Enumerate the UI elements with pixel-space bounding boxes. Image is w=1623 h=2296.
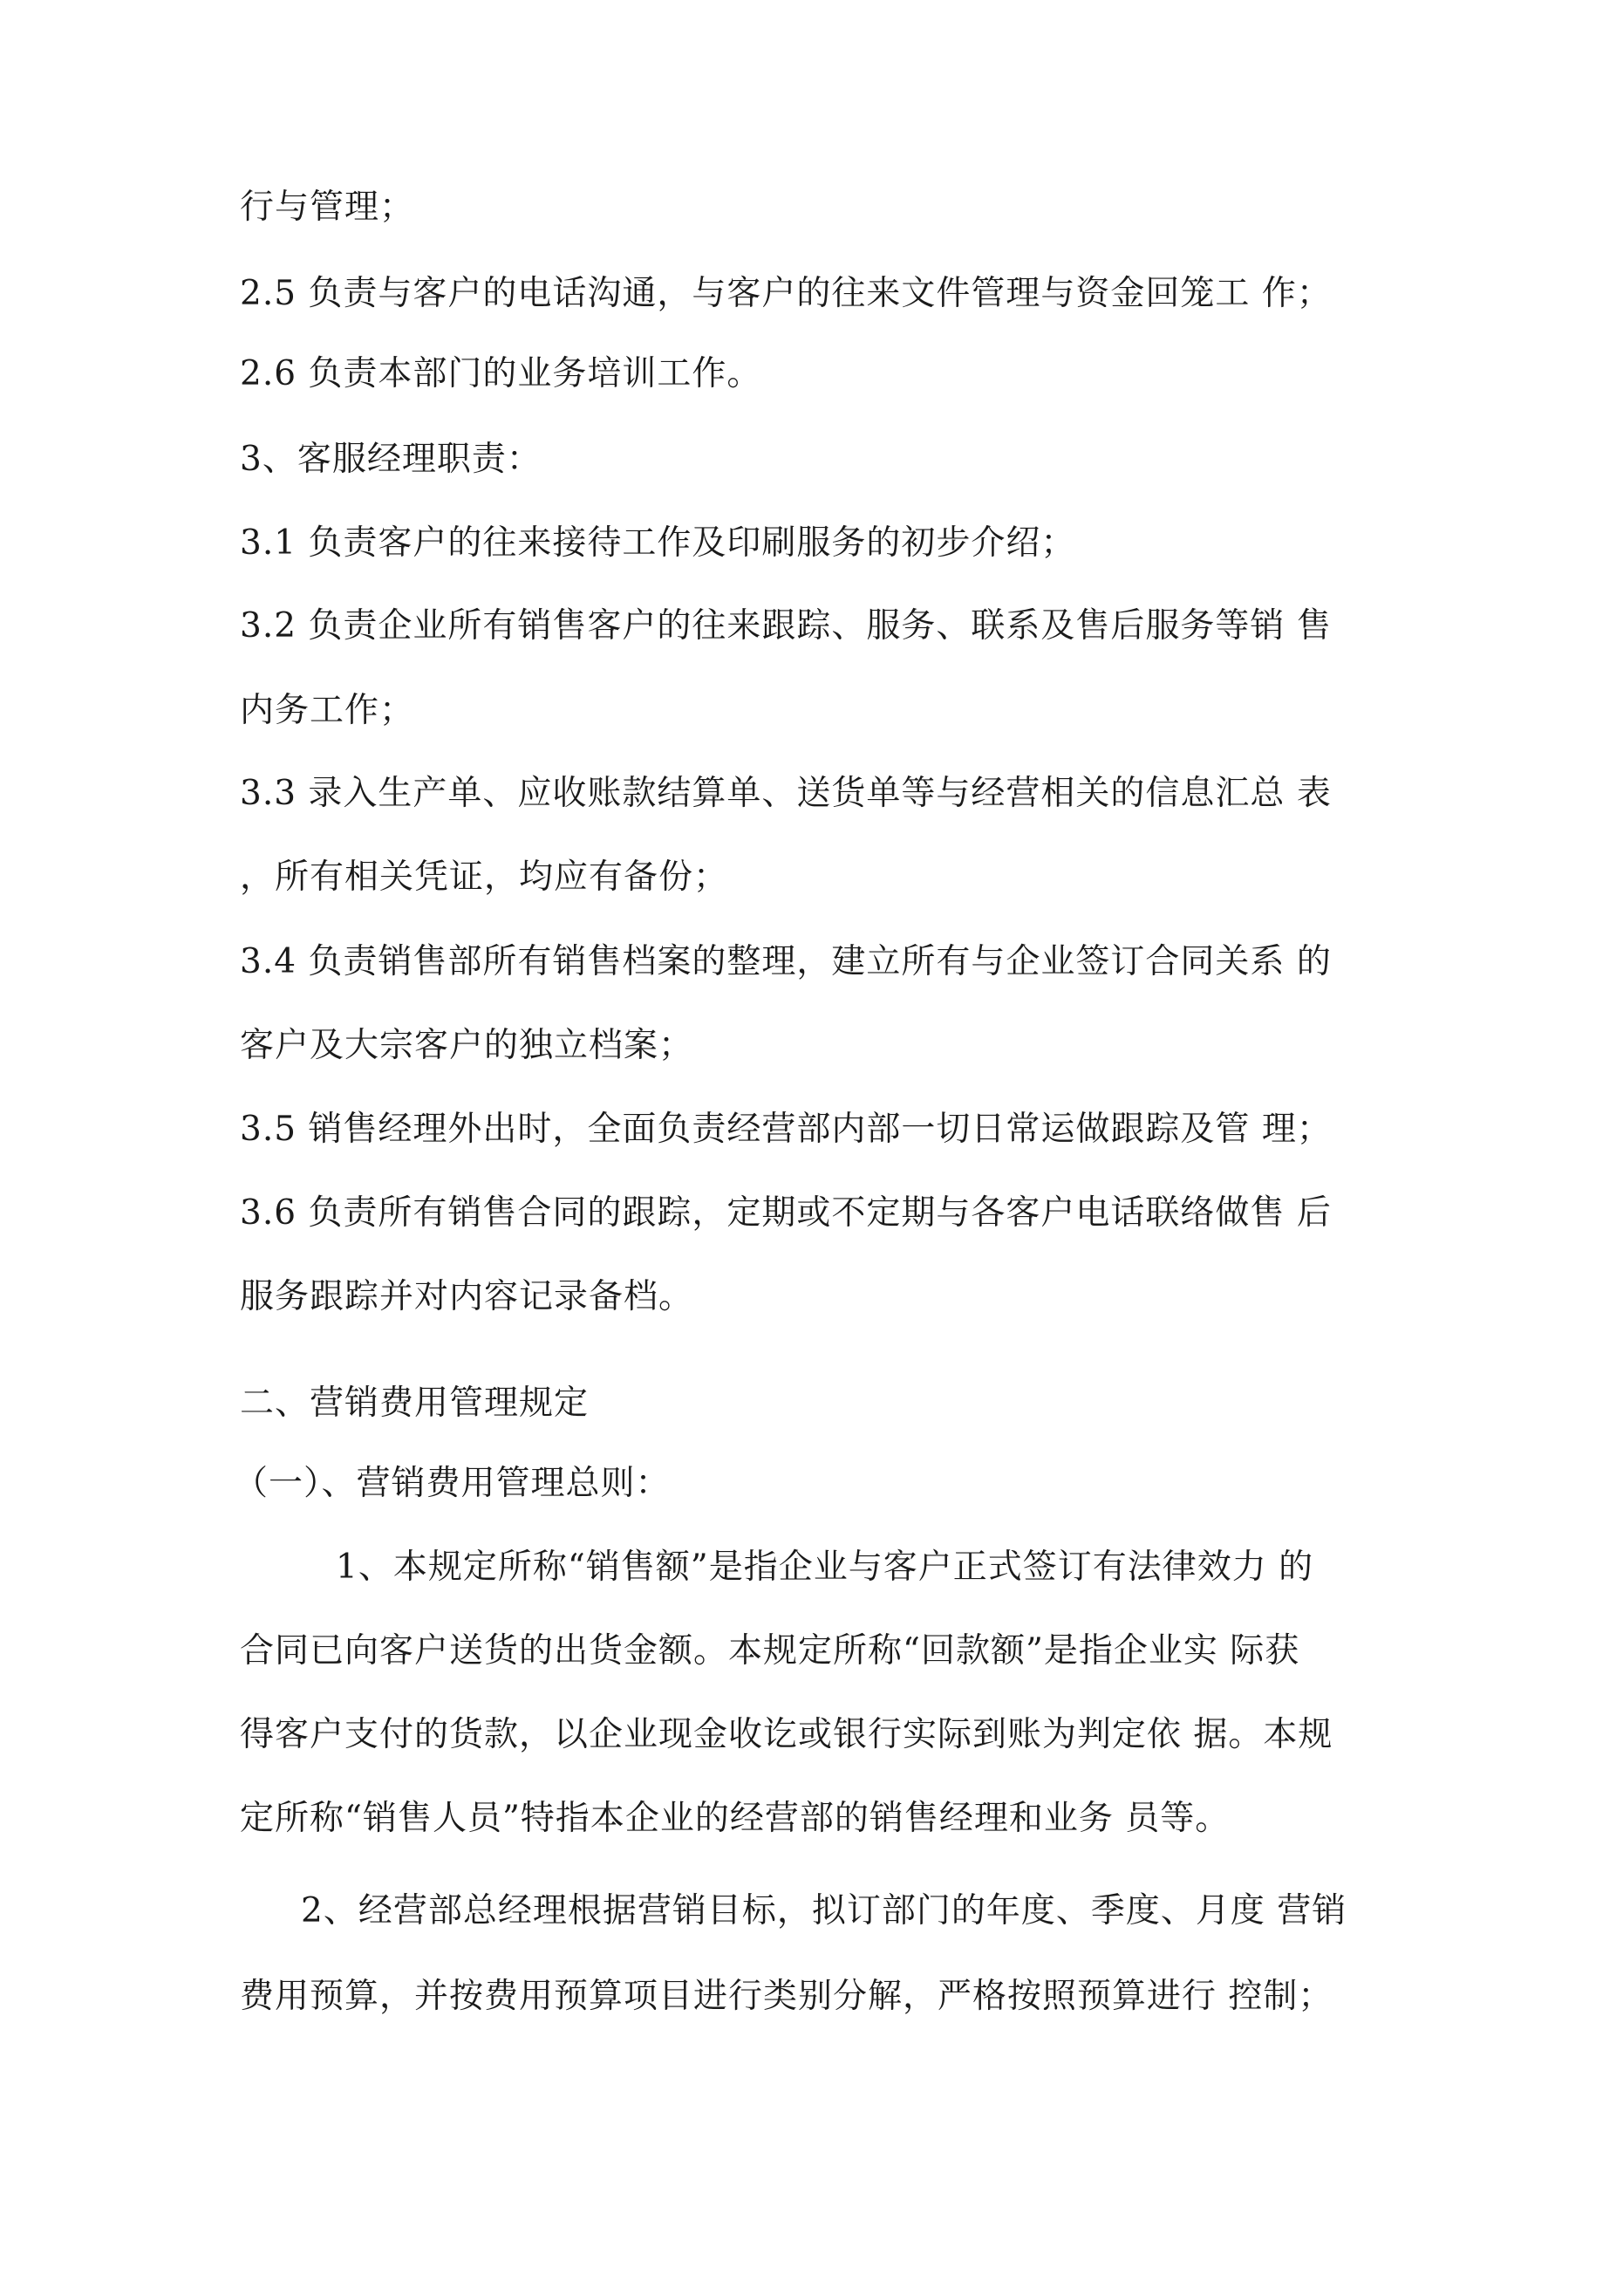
subsection-heading: （一）、营销费用管理总则： [234,1464,671,1503]
text-line: 3.2 负责企业所有销售客户的往来跟踪、服务、联系及售后服务等销 售 [240,606,1332,646]
text-line: 2.6 负责本部门的业务培训工作。 [240,354,762,393]
text-line: 客户及大宗客户的独立档案； [240,1026,694,1065]
text-line: 3.5 销售经理外出时，全面负责经营部内部一切日常运做跟踪及管 理； [240,1110,1332,1149]
text-line: 得客户支付的货款，以企业现金收讫或银行实际到账为判定依 据。本规 [240,1715,1333,1754]
section-heading: 二、营销费用管理规定 [240,1384,590,1423]
text-line: 3.3 录入生产单、应收账款结算单、送货单等与经营相关的信息汇总 表 [240,774,1332,813]
text-line: 1、本规定所称“销售额”是指企业与客户正式签订有法律效力 的 [336,1548,1314,1587]
text-line: 合同已向客户送货的出货金额。本规定所称“回款额”是指企业实 际获 [240,1631,1300,1671]
text-line: 3.4 负责销售部所有销售档案的整理，建立所有与企业签订合同关系 的 [240,942,1332,981]
text-line: 费用预算，并按费用预算项目进行类别分解，严格按照预算进行 控制； [240,1977,1333,2016]
text-line: 3.1 负责客户的往来接待工作及印刷服务的初步介绍； [240,523,1076,563]
text-line: 2.5 负责与客户的电话沟通，与客户的往来文件管理与资金回笼工 作； [240,274,1332,313]
section-heading: 3、客服经理职责： [240,440,542,479]
text-line: ，所有相关凭证，均应有备份； [240,858,729,897]
text-line: 2、经营部总经理根据营销目标，拟订部门的年度、季度、月度 营销 [301,1891,1347,1930]
text-line: 服务跟踪并对内容记录备档。 [240,1277,694,1316]
text-line: 3.6 负责所有销售合同的跟踪，定期或不定期与各客户电话联络做售 后 [240,1193,1332,1233]
text-line: 行与管理； [240,188,415,227]
text-line: 内务工作； [240,691,415,730]
text-line: 定所称“销售人员”特指本企业的经营部的销售经理和业务 员等。 [240,1799,1231,1838]
